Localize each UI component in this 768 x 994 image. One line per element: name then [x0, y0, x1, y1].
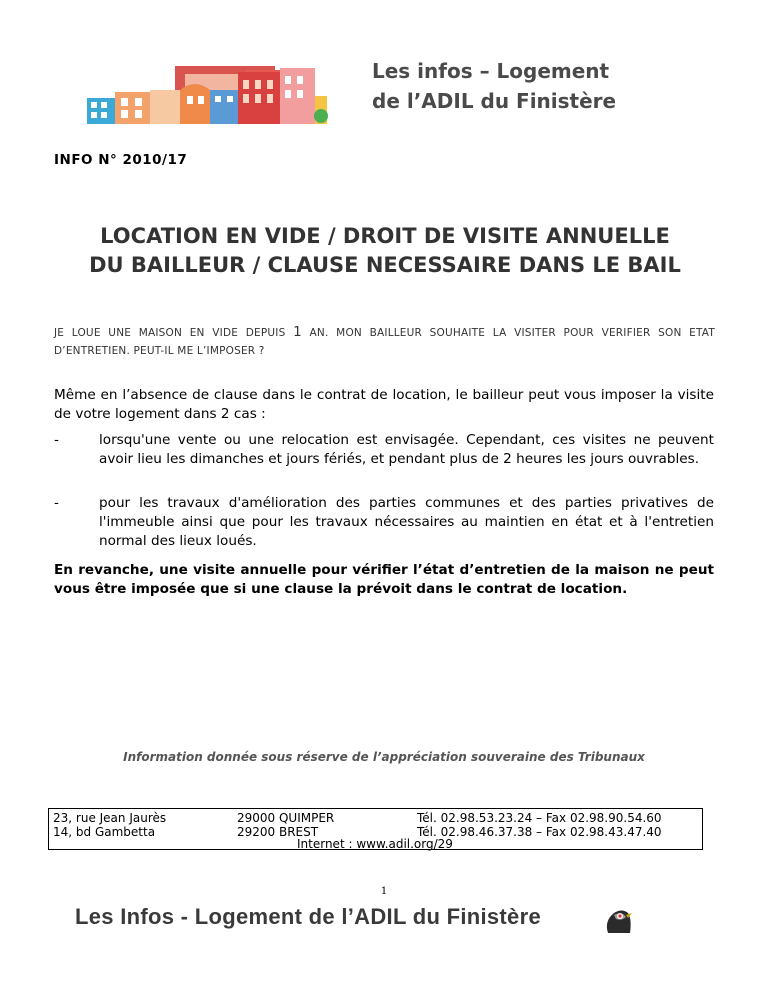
- address-box: [48, 808, 703, 850]
- adil-houses-logo: [85, 60, 330, 126]
- brest-contact: Tél. 02.98.46.37.38 – Fax 02.98.43.47.40: [417, 825, 662, 839]
- list-item-text: pour les travaux d'amélioration des parties communes et des parties privatives de l'immeuble ainsi que pour les travaux nécessaires au maintien en état et à l'entretien normal des lieux loués.: [99, 495, 714, 549]
- question-part2: AN. MON BAILLEUR SOUHAITE LA VISITER POUR VERIFIER SON ETAT D’ENTRETIEN. PEUT-IL ME L’IMPOSER ?: [54, 327, 715, 357]
- internet-link[interactable]: Internet : www.adil.org/29: [297, 837, 453, 851]
- quimper-contact: Tél. 02.98.53.23.24 – Fax 02.98.90.54.60: [417, 811, 662, 825]
- question: [54, 323, 715, 360]
- header-title: [372, 56, 616, 116]
- bird-icon: [602, 907, 634, 935]
- brest-city: 29200 BREST: [237, 825, 319, 839]
- quimper-street: 23, rue Jean Jaurès: [53, 811, 167, 825]
- question-part1: JE LOUE UNE MAISON EN VIDE DEPUIS: [54, 327, 294, 339]
- conclusion-paragraph: En revanche, une visite annuelle pour vérifier l’état d’entretien de la maison ne peut vous être imposée que si une clause la prévoit dans le contrat de location.: [54, 562, 714, 597]
- page-number: 1: [380, 886, 388, 897]
- header-title-line2: de l’ADIL du Finistère: [372, 89, 617, 113]
- document-title: [40, 222, 730, 280]
- list-item: [54, 494, 714, 551]
- document-title-line1: LOCATION EN VIDE / DROIT DE VISITE ANNUELLE: [100, 224, 670, 248]
- list-item-text: lorsqu'une vente ou une relocation est envisagée. Cependant, ces visites ne peuvent avoir lieu les dimanches et jours fériés, et pendant plus de 2 heures les jours ouvrables.: [99, 432, 714, 467]
- document-title-line2: DU BAILLEUR / CLAUSE NECESSAIRE DANS LE BAIL: [89, 253, 681, 277]
- header-title-line1: Les infos – Logement: [372, 59, 610, 83]
- info-number: INFO N° 2010/17: [54, 152, 188, 168]
- footer-title: Les Infos - Logement de l’ADIL du Finistère: [75, 904, 541, 929]
- question-number: 1: [293, 324, 302, 340]
- brest-street: 14, bd Gambetta: [53, 825, 156, 839]
- intro-paragraph: Même en l’absence de clause dans le contrat de location, le bailleur peut vous imposer la visite de votre logement dans 2 cas :: [54, 387, 714, 422]
- list-item-dash: -: [54, 432, 59, 448]
- disclaimer: Information donnée sous réserve de l’appréciation souveraine des Tribunaux: [123, 750, 645, 764]
- list-item: [54, 431, 714, 469]
- list-item-dash: -: [54, 495, 59, 511]
- quimper-city: 29000 QUIMPER: [237, 811, 335, 825]
